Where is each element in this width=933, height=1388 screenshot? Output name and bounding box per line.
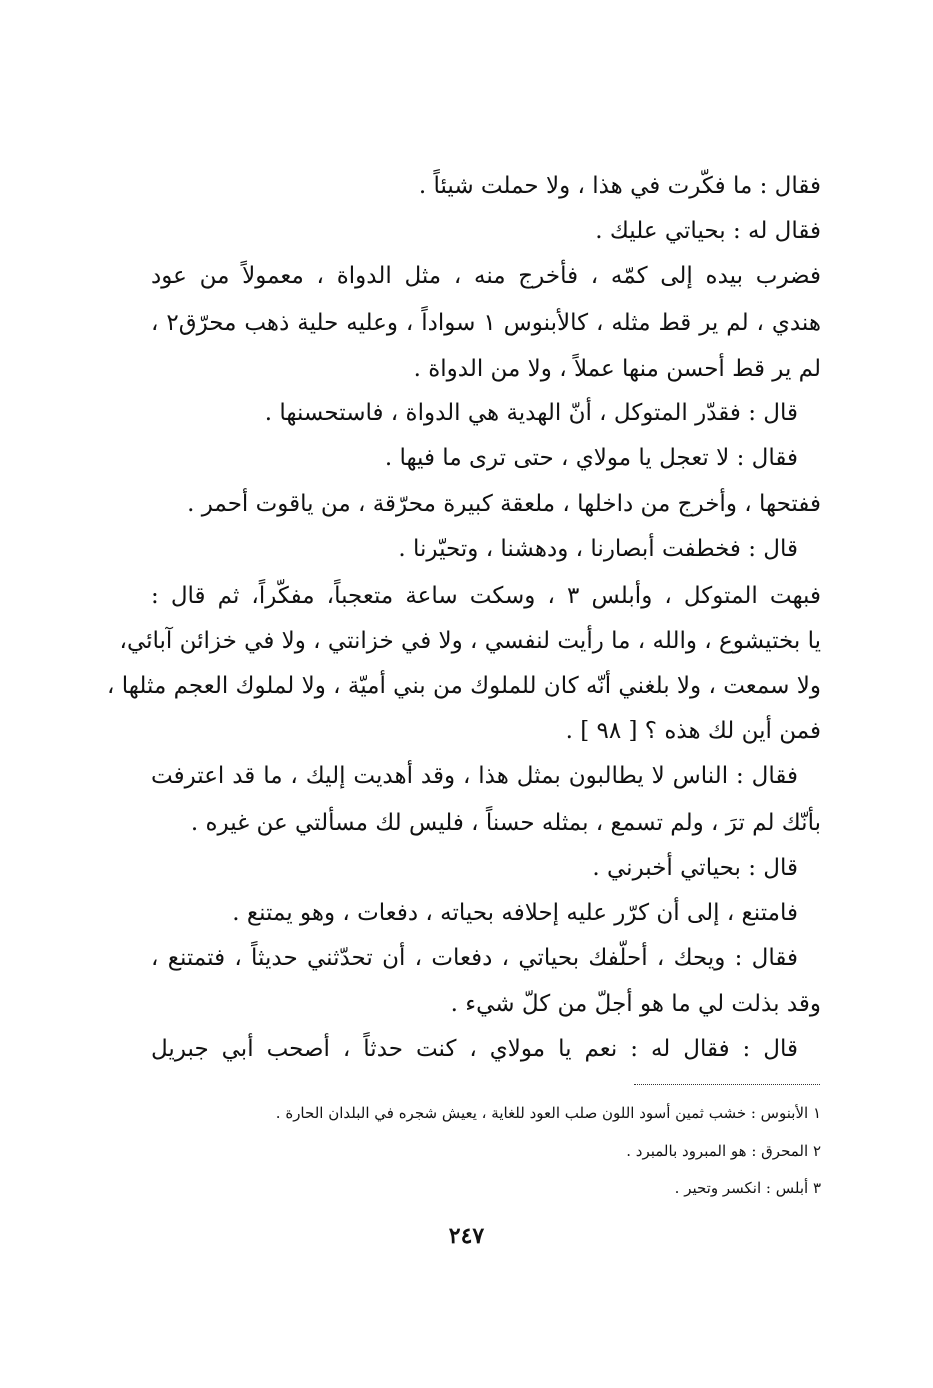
text-line: فامتنع ، إلى أن كرّر عليه إحلافه بحياته ، دفعات ، وهو يمتنع .	[232, 900, 798, 926]
text-line: قال : بحياتي أخبرني .	[592, 855, 798, 881]
text-line: فقال : الناس لا يطالبون بمثل هذا ، وقد أهديت إليك ، ما قد اعترفت	[151, 763, 798, 789]
text-line: قال : فقدّر المتوكل ، أنّ الهدية هي الدواة ، فاستحسنها .	[264, 400, 798, 426]
text-line: فقال : ويحك ، أحلّفك بحياتي ، دفعات ، أن تحدّثني حديثاً ، فتمتنع ،	[151, 945, 798, 971]
text-line: بأنّك لم ترَ ، ولم تسمع ، بمثله حسناً ، فليس لك مسألتي عن غيره .	[190, 810, 821, 836]
footnote: ١ الأبنوس : خشب ثمين أسود اللون صلب العود للغاية ، يعيش شجره في البلدان الحارة .	[275, 1104, 821, 1122]
footnote-divider	[634, 1084, 820, 1085]
text-line: فبهت المتوكل ، وأبلس ٣ ، وسكت ساعة متعجباً، مفكّراً، ثم قال :	[151, 583, 821, 609]
text-line: قال : فقال له : نعم يا مولاي ، كنت حدثاً ، أصحب أبي جبريل	[151, 1036, 798, 1062]
text-line: فقال : لا تعجل يا مولاي ، حتى ترى ما فيها .	[384, 445, 798, 471]
footnote: ٣ أبلس : انكسر وتحير .	[674, 1179, 821, 1197]
footnote: ٢ المحرق : هو المبرود بالمبرد .	[626, 1142, 821, 1160]
text-line: ولا سمعت ، ولا بلغني أنّه كان للملوك من بني أميّة ، ولا لملوك العجم مثلها ،	[107, 673, 821, 699]
text-line: قال : فخطفت أبصارنا ، ودهشنا ، وتحيّرنا .	[398, 536, 798, 562]
text-line: هندي ، لم ير قط مثله ، كالأبنوس ١ سواداً ، وعليه حلية ذهب محرّق٢ ،	[151, 310, 822, 336]
text-line: يا بختيشوع ، والله ، ما رأيت لنفسي ، ولا في خزانتي ، ولا في خزائن آبائي،	[119, 628, 821, 654]
text-line: فضرب بيده إلى كمّه ، فأخرج منه ، مثل الدواة ، معمولاً من عود	[151, 263, 821, 289]
text-line: وقد بذلت لي ما هو أجلّ من كلّ شيء .	[450, 991, 821, 1017]
text-line: فمن أين لك هذه ؟ [ ٩٨ ] .	[565, 718, 821, 744]
page-number: ٢٤٧	[448, 1223, 485, 1249]
text-line: لم ير قط أحسن منها عملاً ، ولا من الدواة .	[413, 356, 821, 382]
text-line: فقال له : بحياتي عليك .	[595, 218, 821, 244]
text-line: فقال : ما فكّرت في هذا ، ولا حملت شيئاً .	[418, 173, 821, 199]
text-line: ففتحها ، وأخرج من داخلها ، ملعقة كبيرة محرّقة ، من ياقوت أحمر .	[187, 491, 821, 517]
